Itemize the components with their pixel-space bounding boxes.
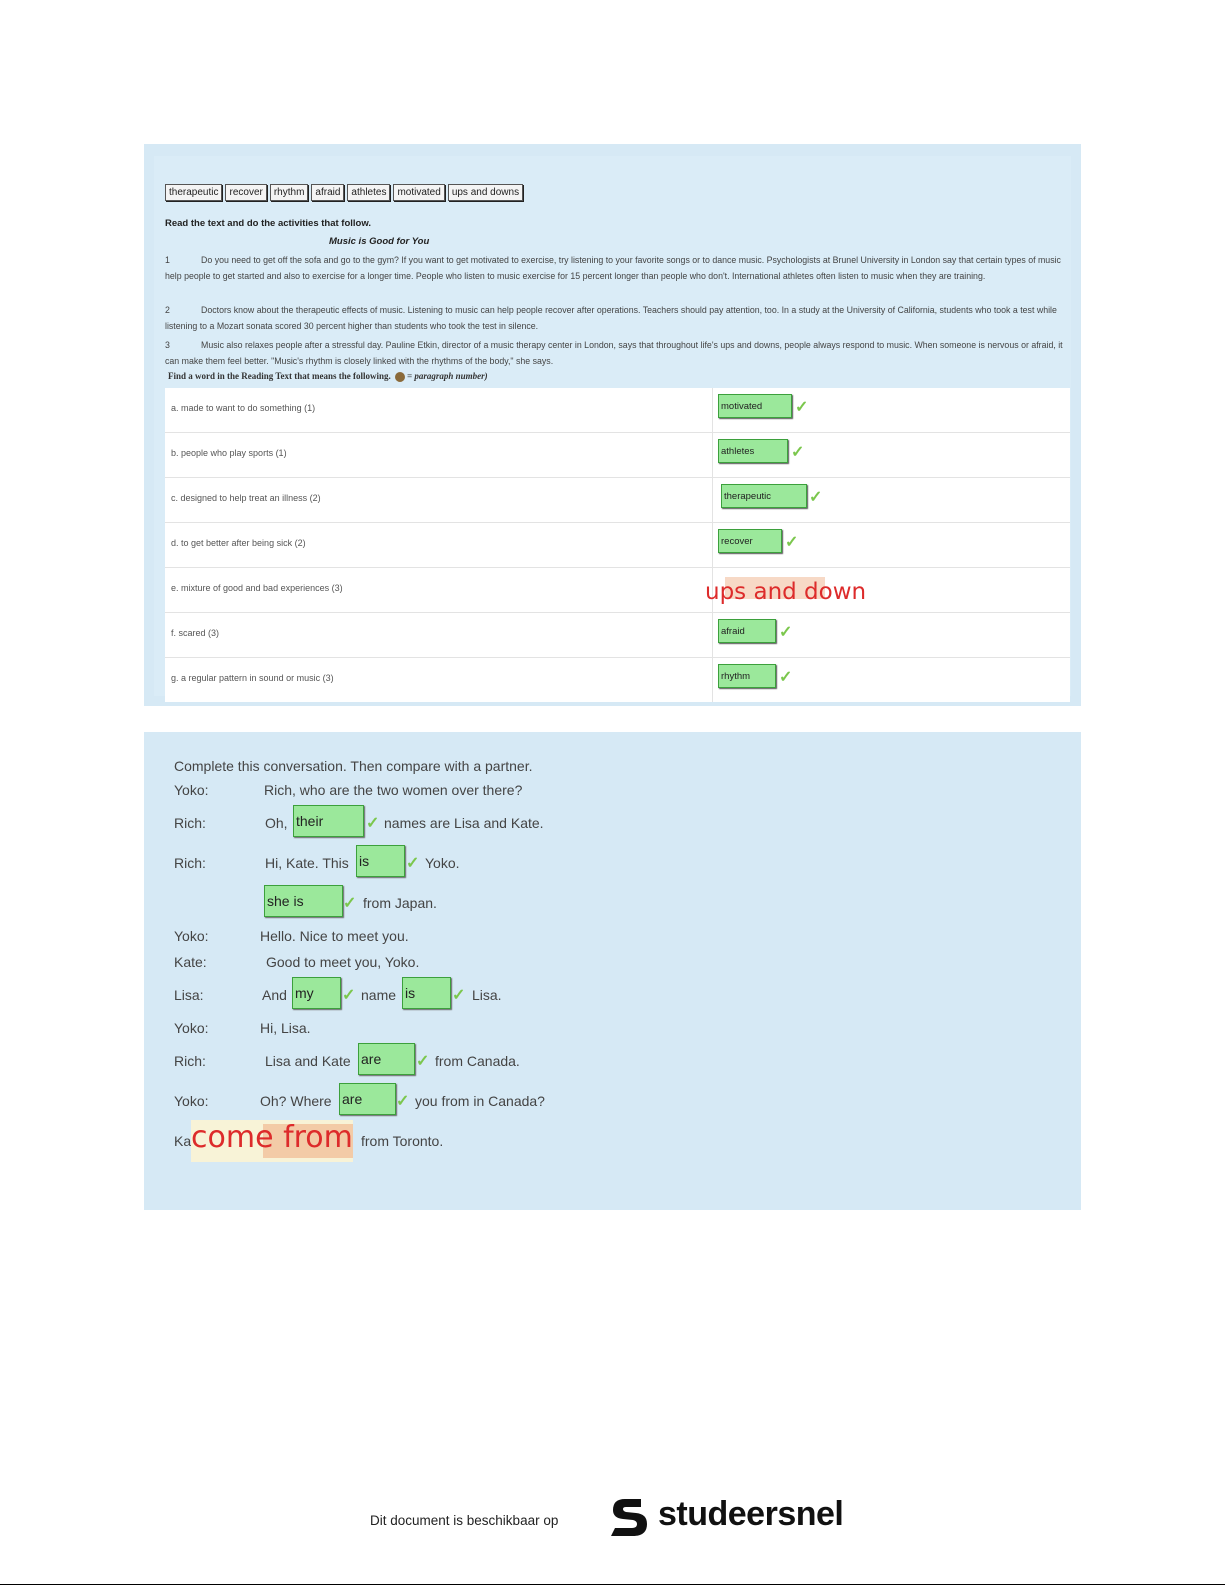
table-row	[165, 568, 1070, 613]
answer-field[interactable]: are	[339, 1083, 396, 1115]
word-chip[interactable]: athletes	[347, 184, 390, 201]
answer-field[interactable]: she is	[264, 885, 343, 917]
conversation-heading: Complete this conversation. Then compare with a partner.	[174, 758, 533, 774]
conversation-panel	[144, 732, 1081, 1210]
speaker-label: Rich:	[174, 1053, 206, 1069]
word-chip[interactable]: rhythm	[270, 184, 309, 201]
footer	[370, 1487, 860, 1547]
word-chip[interactable]: ups and downs	[448, 184, 523, 201]
check-icon: ✓	[406, 855, 420, 872]
answer-field[interactable]: athletes	[718, 439, 788, 463]
dialogue-text: you from in Canada?	[415, 1093, 545, 1109]
dialogue-line: Good to meet you, Yoko.	[266, 954, 420, 970]
question-label: f. scared (3)	[171, 628, 220, 638]
check-icon: ✓	[785, 534, 799, 551]
dialogue-line: Hello. Nice to meet you.	[260, 928, 409, 944]
instruction: Read the text and do the activities that follow.	[165, 218, 372, 229]
word-chip[interactable]: afraid	[311, 184, 344, 201]
word-bank	[165, 184, 523, 201]
check-icon: ✓	[366, 815, 380, 832]
reading-exercise-panel	[144, 144, 1081, 706]
check-icon: ✓	[795, 399, 809, 416]
answer-field[interactable]: are	[358, 1043, 415, 1075]
speaker-label: Yoko:	[174, 1020, 209, 1036]
check-icon: ✓	[791, 444, 805, 461]
speaker-label: Ka	[174, 1133, 192, 1149]
speaker-label: Yoko:	[174, 1093, 209, 1109]
question-label: d. to get better after being sick (2)	[171, 538, 306, 548]
check-icon: ✓	[343, 895, 357, 912]
dialogue-text: Lisa.	[472, 987, 502, 1003]
handwritten-answer[interactable]: come from	[191, 1120, 353, 1155]
speaker-label: Rich:	[174, 815, 206, 831]
speaker-label: Rich:	[174, 855, 206, 871]
dialogue-text: from Toronto.	[361, 1133, 444, 1149]
paragraph-number: 2	[165, 305, 170, 315]
dialogue-text: from Canada.	[435, 1053, 520, 1069]
dialogue-line: Rich, who are the two women over there?	[264, 782, 523, 798]
answer-field[interactable]: afraid	[718, 619, 776, 643]
dialogue-text: And	[262, 987, 287, 1003]
answer-field[interactable]: is	[402, 977, 451, 1009]
answer-field[interactable]: my	[292, 977, 341, 1009]
speaker-label: Kate:	[174, 954, 207, 970]
question-label: g. a regular pattern in sound or music (3)	[171, 673, 334, 683]
dialogue-text: Yoko.	[425, 855, 460, 871]
answer-field[interactable]: recover	[718, 529, 782, 553]
question-label: e. mixture of good and bad experiences (3)	[171, 583, 343, 593]
table-row	[165, 388, 1070, 433]
paragraph	[165, 253, 1070, 284]
dialogue-text: names are Lisa and Kate.	[384, 815, 544, 831]
table-row	[165, 523, 1070, 568]
find-prompt: Find a word in the Reading Text that means the following. = paragraph number)	[168, 371, 488, 381]
check-icon: ✓	[779, 669, 793, 686]
dialogue-line: Hi, Lisa.	[260, 1020, 311, 1036]
dialogue-text: Oh? Where	[260, 1093, 332, 1109]
table-row	[165, 658, 1070, 702]
paragraph-text: Doctors know about the therapeutic effects of music. Listening to music can help people recover after operations. Teachers should pay attention, too. In a study at the University of California, students who took a test while listening to a Mozart sonata scored 30 percent higher than students who took the test in silence.	[165, 305, 1057, 331]
speaker-label: Yoko:	[174, 928, 209, 944]
check-icon: ✓	[416, 1053, 430, 1070]
answer-field[interactable]: therapeutic	[721, 484, 807, 508]
speaker-label: Lisa:	[174, 987, 204, 1003]
question-label: b. people who play sports (1)	[171, 448, 287, 458]
answer-field[interactable]: is	[356, 845, 405, 877]
check-icon: ✓	[452, 987, 466, 1004]
table-row	[165, 433, 1070, 478]
dialogue-text: Hi, Kate. This	[265, 855, 349, 871]
table-row	[165, 478, 1070, 523]
dialogue-text: name	[361, 987, 397, 1003]
paragraph	[165, 338, 1070, 369]
reading-title: Music is Good for You	[329, 236, 430, 247]
paragraph-text: Do you need to get off the sofa and go to the gym? If you want to get motivated to exercise, try listening to your favorite songs or to dance music. Psychologists at Brunel University in London say that certain types of music help people to get started and also to exercise for a longer time. People who listen to music exercise for 15 percent longer than people who don't. International athletes often listen to music when they are training.	[165, 255, 1061, 281]
question-label: c. designed to help treat an illness (2)	[171, 493, 321, 503]
paragraph	[165, 303, 1070, 334]
handwritten-answer[interactable]: ups and down	[705, 579, 867, 605]
paragraph-number: 1	[165, 255, 170, 265]
paragraph-text: Music also relaxes people after a stressful day. Pauline Etkin, director of a music therapy center in London, says that throughout life's ups and downs, people always respond to music. When someone is nervous or afraid, it can make them feel better. "Music's rhythm is closely linked with the rhythms of the body," she says.	[165, 340, 1063, 366]
speaker-label: Yoko:	[174, 782, 209, 798]
reading-exercise-inner	[154, 156, 1071, 696]
answer-field[interactable]: rhythm	[718, 664, 776, 688]
answer-field[interactable]: motivated	[718, 394, 792, 418]
answer-field[interactable]: their	[293, 805, 364, 837]
dialogue-text: from Japan.	[363, 895, 437, 911]
dialogue-text: Lisa and Kate	[265, 1053, 351, 1069]
footer-text: Dit document is beschikbaar op	[370, 1513, 559, 1528]
check-icon: ✓	[342, 987, 356, 1004]
check-icon: ✓	[809, 489, 823, 506]
word-chip[interactable]: recover	[225, 184, 266, 201]
word-chip[interactable]: motivated	[393, 184, 444, 201]
studeersnel-logo-icon	[605, 1491, 655, 1541]
brand-name: studeersnel	[658, 1495, 844, 1533]
paragraph-number: 3	[165, 340, 170, 350]
check-icon: ✓	[779, 624, 793, 641]
question-label: a. made to want to do something (1)	[171, 403, 316, 413]
table-row	[165, 613, 1070, 658]
question-table	[165, 388, 1070, 702]
dialogue-text: Oh,	[265, 815, 288, 831]
owl-icon	[395, 372, 405, 382]
check-icon: ✓	[396, 1093, 410, 1110]
word-chip[interactable]: therapeutic	[165, 184, 222, 201]
